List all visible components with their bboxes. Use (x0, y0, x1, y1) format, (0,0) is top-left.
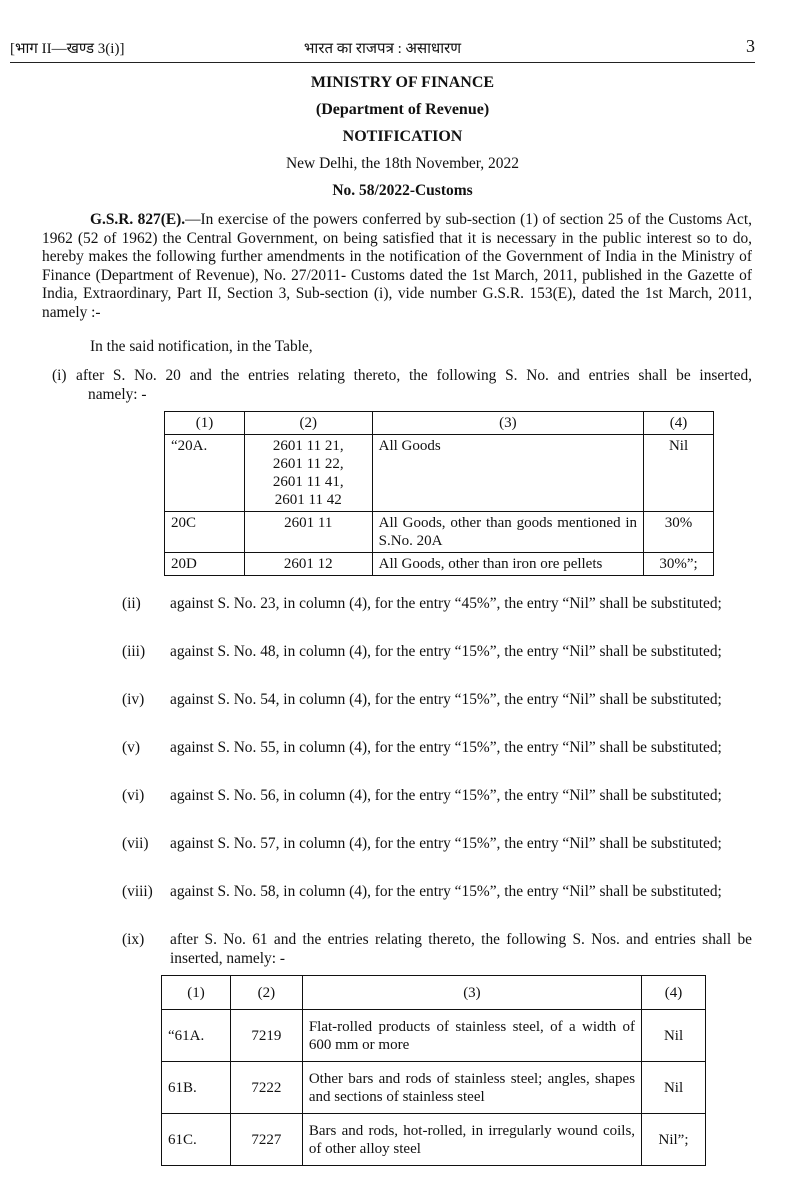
table-1-header-cell: (4) (644, 412, 714, 435)
item-text: against S. No. 54, in column (4), for the entry “15%”, the entry “Nil” shall be substituted; (170, 691, 722, 708)
table-row (165, 512, 714, 553)
item-i-line2: namely: - (88, 385, 147, 403)
table-2-header-cell: (1) (162, 976, 231, 1010)
rate-cell: Nil”; (642, 1114, 706, 1166)
serial-number-cell: “20A. (165, 435, 245, 512)
place-date: New Delhi, the 18th November, 2022 (285, 155, 520, 172)
preamble (42, 211, 752, 323)
item-text: against S. No. 56, in column (4), for the entry “15%”, the entry “Nil” shall be substituted; (170, 787, 722, 804)
tariff-code: 2601 11 21, (272, 438, 344, 454)
serial-number-cell: 61B. (162, 1062, 231, 1114)
table-2-header-cell: (2) (230, 976, 302, 1010)
table-1 (164, 411, 714, 576)
department-title: (Department of Revenue) (315, 101, 490, 118)
table-row (165, 553, 714, 576)
description-cell: Other bars and rods of stainless steel; angles, shapes and sections of stainless steel (302, 1062, 641, 1114)
tariff-code: 2601 11 42 (274, 492, 342, 508)
item-text: after S. No. 61 and the entries relating thereto, the following S. Nos. and entries shall be inserted, namely: - (170, 931, 752, 967)
item-number: (vii) (122, 835, 149, 852)
table-2-header-cell: (3) (302, 976, 641, 1010)
gsr-number: G.S.R. 827(E). (90, 211, 186, 228)
tariff-code-cell: 7219 (230, 1010, 302, 1062)
description-cell: All Goods, other than iron ore pellets (372, 553, 643, 576)
table-row (162, 1062, 706, 1114)
ministry-title: MINISTRY OF FINANCE (310, 74, 495, 91)
table-1-header-cell: (1) (165, 412, 245, 435)
preamble-text: —In exercise of the powers conferred by sub-section (1) of section 25 of the Customs Act, 1962 (52 of 1962) the Central Government, on being satisfied that it is necessary in the public interest so to do, hereby makes the following further amendments in the notification of the Government of India in the Ministry of Finance (Department of Revenue), No. 27/2011- Customs dated the 1st March, 2011, published in the Gazette of India, Extraordinary, Part II, Section 3, Sub-section (i), vide number G.S.R. 153(E), dated the 1st March, 2011, namely :- (42, 211, 752, 321)
description-cell: Bars and rods, hot-rolled, in irregularly wound coils, of other alloy steel (302, 1114, 641, 1166)
table-1-header-cell: (3) (372, 412, 643, 435)
item-number: (iv) (122, 691, 145, 708)
tariff-code: 2601 11 22, (272, 456, 344, 472)
tariff-code-cell: 7222 (230, 1062, 302, 1114)
item-number: (ii) (122, 595, 141, 612)
header-part: [भाग II—खण्ड 3(i)] (10, 41, 125, 57)
notification-title: NOTIFICATION (342, 128, 463, 145)
rate-cell: 30% (644, 512, 714, 553)
table-1-header-row (165, 412, 714, 435)
description-cell: Flat-rolled products of stainless steel, of a width of 600 mm or more (302, 1010, 641, 1062)
header-rule (10, 62, 755, 63)
item-i-num: (i) (52, 367, 67, 384)
table-row (162, 1114, 706, 1166)
table-2 (161, 975, 706, 1166)
tariff-code-cell: 7227 (230, 1114, 302, 1166)
serial-number-cell: 20C (165, 512, 245, 553)
tariff-code: 2601 11 41, (272, 474, 344, 490)
item-i-line1: after S. No. 20 and the entries relating thereto, the following S. No. and entries shall be inserted, (76, 367, 752, 384)
item-number: (iii) (122, 643, 146, 660)
table-2-header-cell: (4) (642, 976, 706, 1010)
item-number: (viii) (122, 883, 153, 900)
intro-text: In the said notification, in the Table, (90, 338, 313, 355)
rate-cell: Nil (644, 435, 714, 512)
item-number: (v) (122, 739, 140, 756)
item-text: against S. No. 55, in column (4), for the entry “15%”, the entry “Nil” shall be substituted; (170, 739, 722, 756)
table-row (165, 435, 714, 512)
tariff-code-cell: 2601 11 (244, 512, 372, 553)
description-cell: All Goods (372, 435, 643, 512)
table-1-header-cell: (2) (244, 412, 372, 435)
item-text: against S. No. 48, in column (4), for the entry “15%”, the entry “Nil” shall be substituted; (170, 643, 722, 660)
serial-number-cell: “61A. (162, 1010, 231, 1062)
serial-number-cell: 20D (165, 553, 245, 576)
item-number: (vi) (122, 787, 145, 804)
tariff-code-cell (244, 435, 372, 512)
item-text: against S. No. 58, in column (4), for the entry “15%”, the entry “Nil” shall be substituted; (170, 883, 722, 900)
table-2-header-row (162, 976, 706, 1010)
notification-number: No. 58/2022-Customs (332, 182, 473, 199)
rate-cell: 30%”; (644, 553, 714, 576)
header-gazette-title: भारत का राजपत्र : असाधारण (303, 41, 462, 57)
table-row (162, 1010, 706, 1062)
item-text: against S. No. 23, in column (4), for the entry “45%”, the entry “Nil” shall be substituted; (170, 595, 722, 612)
description-cell: All Goods, other than goods mentioned in S.No. 20A (372, 512, 643, 553)
rate-cell: Nil (642, 1010, 706, 1062)
item-text: against S. No. 57, in column (4), for the entry “15%”, the entry “Nil” shall be substituted; (170, 835, 722, 852)
rate-cell: Nil (642, 1062, 706, 1114)
page-number: 3 (746, 36, 755, 56)
tariff-code-cell: 2601 12 (244, 553, 372, 576)
item-number: (ix) (122, 931, 145, 948)
serial-number-cell: 61C. (162, 1114, 231, 1166)
page-header (10, 36, 755, 60)
